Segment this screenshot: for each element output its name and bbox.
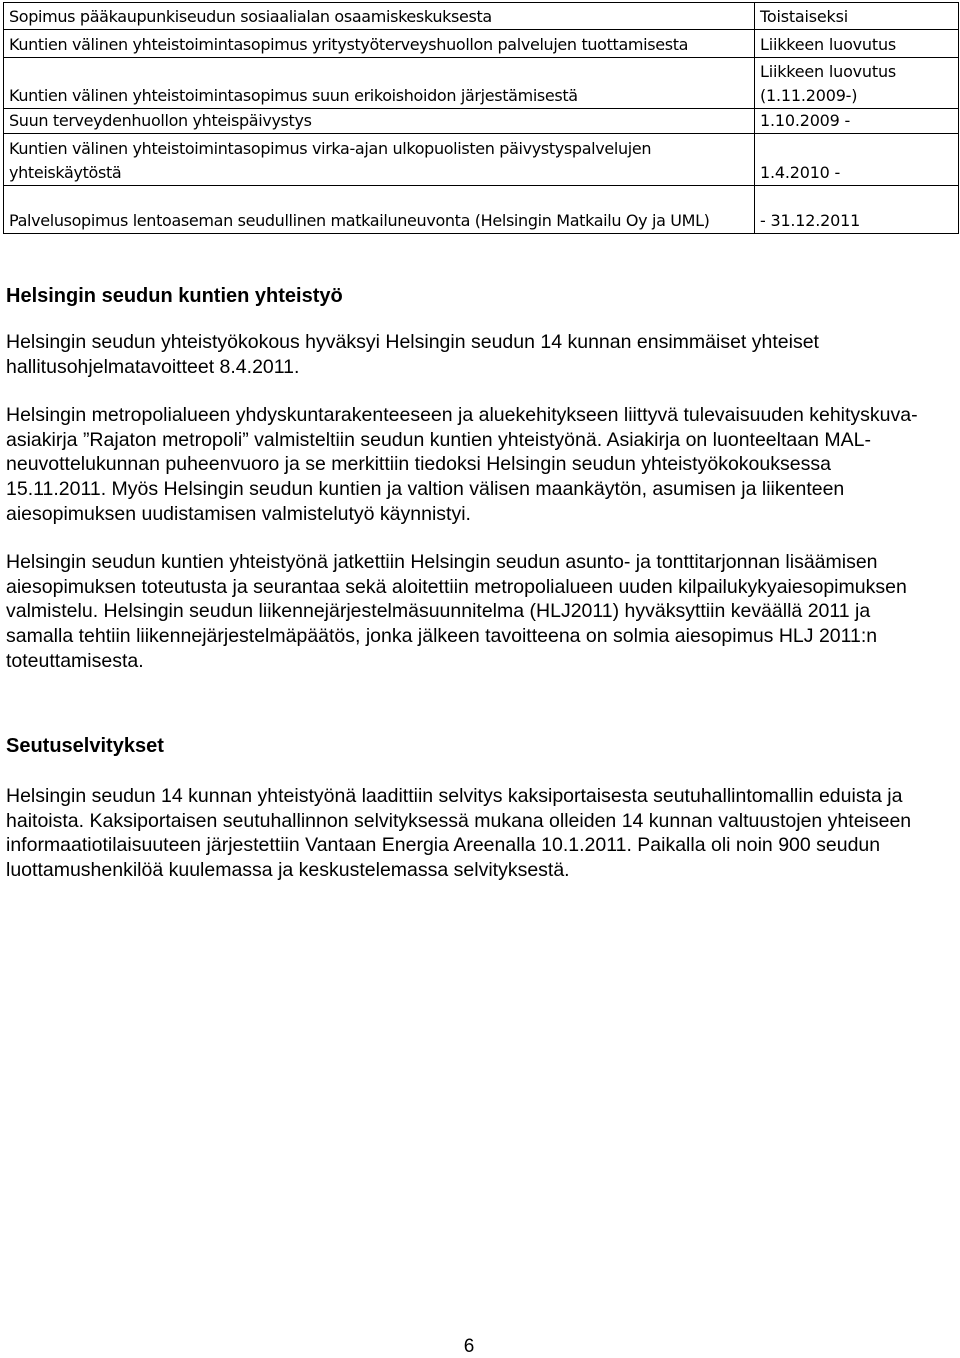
paragraph: Helsingin seudun yhteistyökokous hyväksyi Helsingin seudun 14 kunnan ensimmäiset yhteiset hallitusohjelmatavoitteet 8.4.2011. <box>6 331 819 378</box>
paragraph: Helsingin metropolialueen yhdyskuntarakenteeseen ja aluekehitykseen liittyvä tulevaisuuden kehityskuva-asiakirja ”Rajaton metropoli” valmisteltiin seudun kuntien yhteistyönä. Asiakirja on luonteeltaan MAL-neuvottelukunnan puheenvuoro ja se merkittiin tiedoksi Helsingin seudun yhteistyökokouksessa 15.11.2011. Myös Helsingin seudun kuntien ja valtion välisen maankäytön, asumisen ja liikenteen aiesopimuksen uudistamisen valmistelutyö käynnistyi. <box>6 404 918 525</box>
section-heading: Seutuselvitykset <box>6 735 164 757</box>
table-row <box>4 30 959 58</box>
agreement-status: Liikkeen luovutus <box>755 30 959 58</box>
table-row <box>4 109 959 134</box>
section-regional-studies <box>6 734 936 882</box>
agreement-description: Suun terveydenhuollon yhteispäivystys <box>4 109 755 134</box>
agreement-status: Toistaiseksi <box>755 3 959 30</box>
table-row <box>4 3 959 30</box>
page-number: 6 <box>463 1336 475 1357</box>
agreement-status: - 31.12.2011 <box>755 186 959 234</box>
agreement-description: Sopimus pääkaupunkiseudun sosiaalialan osaamiskeskuksesta <box>4 3 755 30</box>
section-cooperation <box>6 284 936 673</box>
table-row <box>4 134 959 186</box>
agreement-description: Kuntien välinen yhteistoimintasopimus yritystyöterveyshuollon palvelujen tuottamisesta <box>4 30 755 58</box>
agreement-description: Kuntien välinen yhteistoimintasopimus suun erikoishoidon järjestämisestä <box>4 58 755 109</box>
agreement-description: Palvelusopimus lentoaseman seudullinen matkailuneuvonta (Helsingin Matkailu Oy ja UML) <box>4 186 755 234</box>
agreement-status: 1.4.2010 - <box>755 134 959 186</box>
table-row <box>4 186 959 234</box>
table-row <box>4 58 959 109</box>
section-heading: Helsingin seudun kuntien yhteistyö <box>6 285 343 307</box>
agreement-status: 1.10.2009 - <box>755 109 959 134</box>
paragraph: Helsingin seudun 14 kunnan yhteistyönä laadittiin selvitys kaksiportaisesta seutuhallintomallin eduista ja haitoista. Kaksiportaisen seutuhallinnon selvityksessä mukana olleiden 14 kunnan valtuustojen yhteiseen informaatiotilaisuuteen järjestettiin Vantaan Energia Areenalla 10.1.2011. Paikalla oli noin 900 seudun luottamushenkilöä kuulemassa ja keskustelemassa selvityksestä. <box>6 785 912 881</box>
agreement-status: Liikkeen luovutus (1.11.2009-) <box>755 58 959 109</box>
paragraph: Helsingin seudun kuntien yhteistyönä jatkettiin Helsingin seudun asunto- ja tonttitarjonnan lisäämisen aiesopimuksen toteutusta ja seurantaa sekä aloitettiin metropolialueen uuden kilpailukykyaiesopimuksen valmistelu. Helsingin seudun liikennejärjestelmäsuunnitelma (HLJ2011) hyväksyttiin keväällä 2011 ja samalla tehtiin liikennejärjestelmäpäätös, jonka jälkeen tavoitteena on solmia aiesopimus HLJ 2011:n toteuttamisesta. <box>6 551 907 672</box>
agreements-table <box>3 2 959 234</box>
agreement-description: Kuntien välinen yhteistoimintasopimus virka-ajan ulkopuolisten päivystyspalvelujen yhteiskäytöstä <box>4 134 755 186</box>
